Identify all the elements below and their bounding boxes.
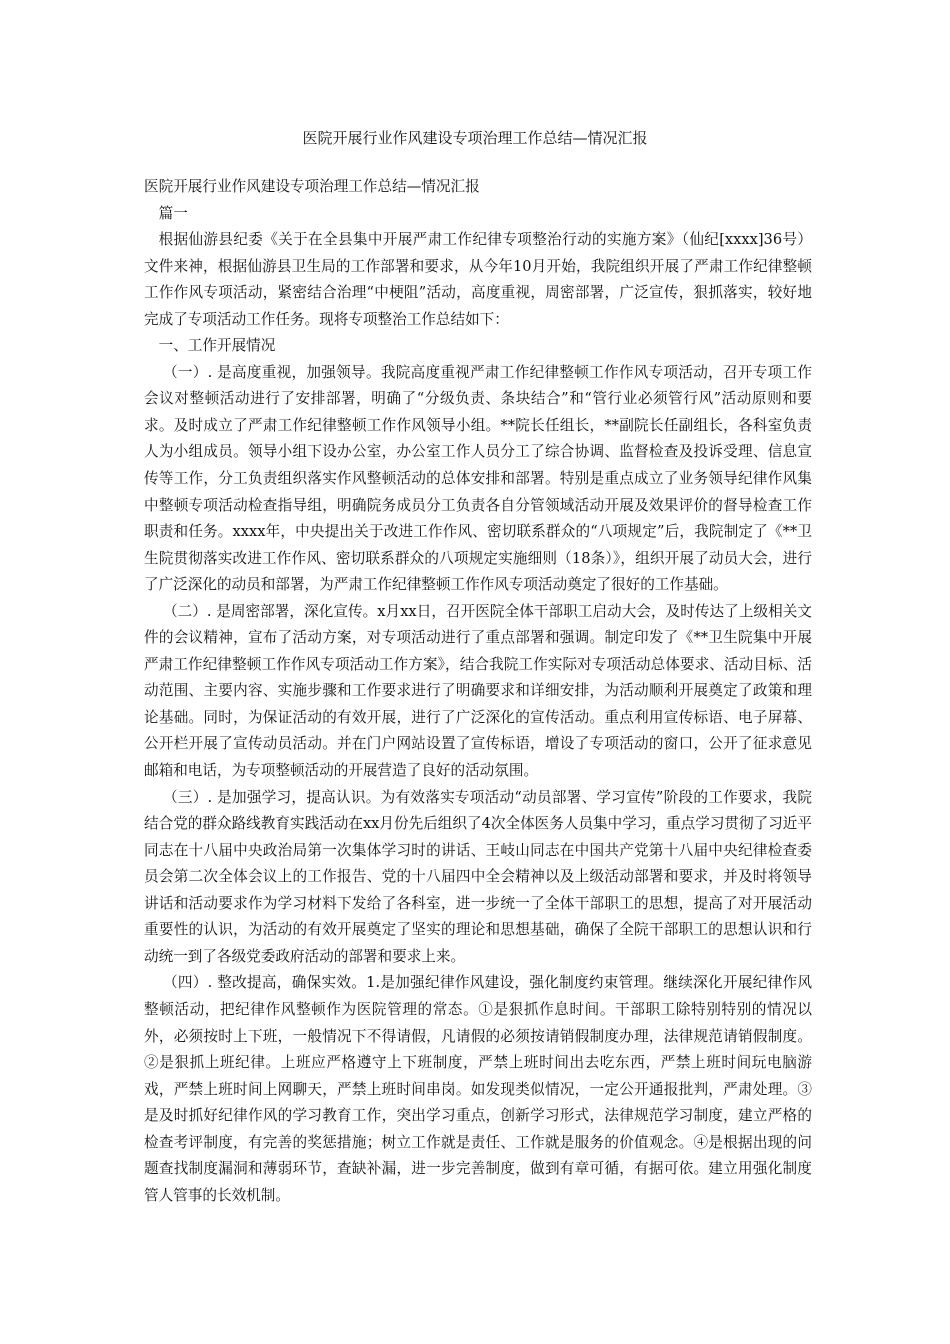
paragraph-section-1: （一）. 是高度重视，加强领导。我院高度重视严肃工作纪律整顿工作作风专项活动，召开专项工作会议对整顿活动进行了安排部署，明确了“分级负责、条块结合”和“管行业必须管行风”活动原则和要求。及时成立了严肃工作纪律整顿工作作风领导小组。**院长任组长，**副院长任副组长，各科室负责人为小组成员。领导小组下设办公室，办公室工作人员分工了综合协调、监督检查及投诉受理、信息宣传等工作，分工负责组织落实作风整顿活动的总体安排和部署。特别是重点成立了业务领导纪律作风集中整顿专项活动检查指导组，明确院务成员分工负责各自分管领域活动开展及效果评价的督导检查工作职责和任务。xxxx年，中央提出关于改进工作作风、密切联系群众的“八项规定”后，我院制定了《**卫生院贯彻落实改进工作作风、密切联系群众的八项规定实施细则（18条）》，组织开展了动员大会，进行了广泛深化的动员和部署，为严肃工作纪律整顿工作作风专项活动奠定了很好的工作基础。 [144,363,812,594]
document-title: 医院开展行业作风建设专项治理工作总结—情况汇报 [302,129,648,147]
part-label: 篇一 [158,204,188,222]
paragraph-section-2: （二）. 是周密部署，深化宣传。x月xx日，召开医院全体干部职工启动大会，及时传达了上级相关文件的会议精神，宣布了活动方案，对专项活动进行了重点部署和强调。制定印发了《**卫生院集中开展严肃工作纪律整顿工作作风专项活动工作方案》，结合我院工作实际对专项活动总体要求、活动目标、活动范围、主要内容、实施步骤和工作要求进行了明确要求和详细安排，为活动顺利开展奠定了政策和理论基础。同时，为保证活动的有效开展，进行了广泛深化的宣传活动。重点利用宣传标语、电子屏幕、公开栏开展了宣传动员活动。并在门户网站设置了宣传标语，增设了专项活动的窗口，公开了征求意见邮箱和电话，为专项整顿活动的开展营造了良好的活动氛围。 [144,602,812,780]
document-body [144,174,812,1209]
document-subtitle: 医院开展行业作风建设专项治理工作总结—情况汇报 [144,178,480,195]
paragraph-section-3: （三）. 是加强学习，提高认识。为有效落实专项活动“动员部署、学习宣传”阶段的工作要求，我院结合党的群众路线教育实践活动在xx月份先后组织了4次全体医务人员集中学习，重点学习贯彻了习近平同志在十八届中央政治局第一次集体学习时的讲话、王岐山同志在中国共产党第十八届中央纪律检查委员会第二次全体会议上的工作报告、党的十八届四中全会精神以及上级活动部署和要求，并及时将领导讲话和活动要求作为学习材料下发给了各科室，进一步统一了全体干部职工的思想，提高了对开展活动重要性的认识，为活动的有效开展奠定了坚实的理论和思想基础，确保了全院干部职工的思想认识和行动统一到了各级党委政府活动的部署和要求上来。 [144,788,812,965]
paragraph-section-4: （四）. 整改提高，确保实效。1.是加强纪律作风建设，强化制度约束管理。继续深化开展纪律作风整顿活动，把纪律作风整顿作为医院管理的常态。①是狠抓作息时间。干部职工除特别特别的情况以外，必须按时上下班，一般情况下不得请假，凡请假的必须按请销假制度办理，法律规范请销假制度。②是狠抓上班纪律。上班应严格遵守上下班制度，严禁上班时间出去吃东西，严禁上班时间玩电脑游戏，严禁上班时间上网聊天，严禁上班时间串岗。如发现类似情况，一定公开通报批判，严肃处理。③是及时抓好纪律作风的学习教育工作，突出学习重点，创新学习形式，法律规范学习制度，建立严格的检查考评制度，有完善的奖惩措施；树立工作就是责任、工作就是服务的价值观念。④是根据出现的问题查找制度漏洞和薄弱环节，查缺补漏，进一步完善制度，做到有章可循，有据可依。建立用强化制度管人管事的长效机制。 [144,974,812,1204]
paragraph-intro: 根据仙游县纪委《关于在全县集中开展严肃工作纪律专项整治行动的实施方案》（仙纪[xxxx]36号）文件来神，根据仙游县卫生局的工作部署和要求，从今年10月开始，我院组织开展了严肃工作纪律整顿工作作风专项活动，紧密结合治理“中梗阻”活动，高度重视，周密部署，广泛宣传，狠抓落实，较好地完成了专项活动工作任务。现将专项整治工作总结如下： [144,231,812,328]
section-heading: 一、工作开展情况 [158,337,276,355]
